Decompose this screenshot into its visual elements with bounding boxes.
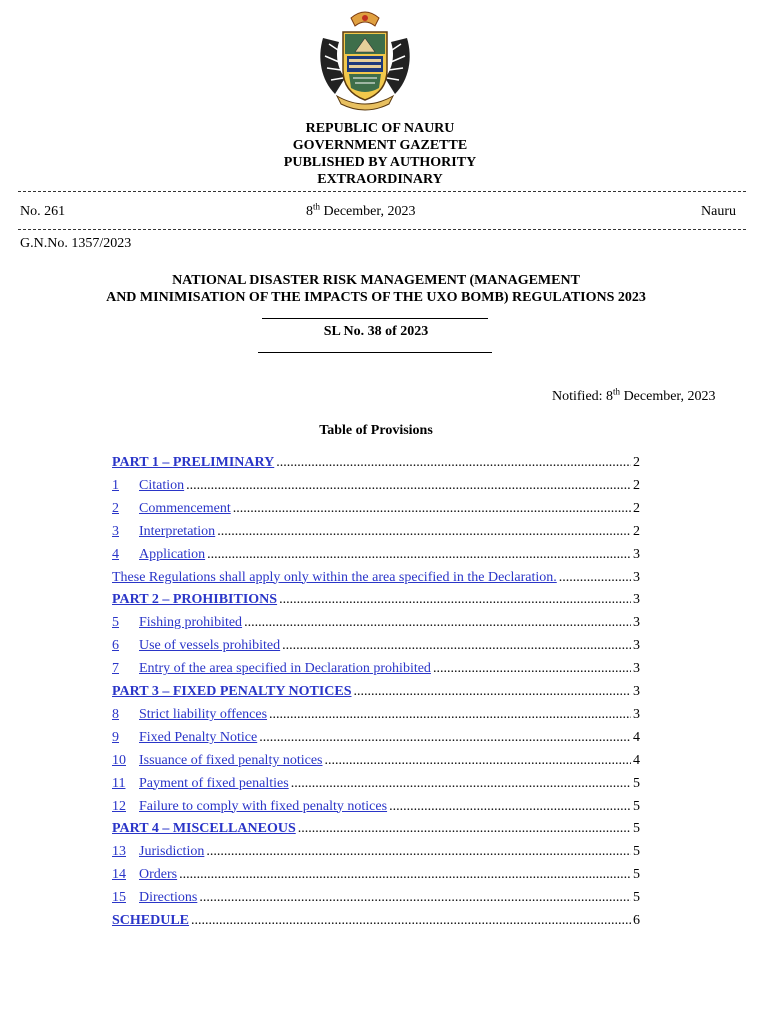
toc-entry[interactable]	[112, 707, 640, 727]
toc-part-link[interactable]: SCHEDULE	[112, 913, 190, 928]
toc-leader-dots	[186, 478, 631, 494]
toc-entry[interactable]	[112, 684, 640, 704]
toc-section-link[interactable]: Application	[139, 546, 206, 562]
toc-entry[interactable]	[112, 730, 640, 750]
toc-part-link[interactable]: PART 4 – MISCELLANEOUS	[112, 821, 296, 837]
extraordinary-heading: EXTRAORDINARY	[317, 172, 443, 187]
toc-section-link[interactable]: Strict liability offences	[139, 706, 268, 722]
toc-entry[interactable]	[112, 821, 640, 841]
toc-page-number: 4	[633, 729, 640, 745]
gazette-date: 8th December, 2023	[306, 201, 416, 219]
toc-section-link[interactable]: Jurisdiction	[139, 844, 205, 860]
toc-entry[interactable]	[112, 547, 640, 567]
toc-page-number: 2	[633, 477, 640, 493]
toc-page-number: 5	[633, 844, 640, 860]
toc-entry[interactable]	[112, 753, 640, 773]
toc-page-number: 5	[633, 775, 640, 791]
header-divider-top	[18, 191, 746, 192]
toc-page-number: 3	[633, 615, 640, 631]
toc-page-number: 3	[633, 592, 640, 608]
toc-page-number: 5	[633, 821, 640, 837]
toc-entry-number[interactable]: 1	[112, 477, 119, 493]
toc-leader-dots	[207, 547, 631, 563]
toc-leader-dots	[217, 524, 631, 540]
toc-entry[interactable]	[112, 638, 640, 658]
gazette-heading: GOVERNMENT GAZETTE	[292, 138, 468, 153]
toc-entry-number[interactable]: 12	[112, 798, 126, 814]
toc-entry-number[interactable]: 2	[112, 500, 119, 516]
toc-entry[interactable]	[112, 890, 640, 910]
toc-page-number: 6	[633, 913, 640, 928]
toc-part-link[interactable]: PART 3 – FIXED PENALTY NOTICES	[112, 684, 352, 699]
toc-leader-dots	[276, 455, 631, 471]
toc-entry-number[interactable]: 9	[112, 729, 119, 745]
toc-entry[interactable]	[112, 570, 640, 590]
toc-section-link[interactable]: Fishing prohibited	[139, 615, 243, 631]
toc-entry-number[interactable]: 13	[112, 844, 126, 860]
toc-leader-dots	[191, 913, 631, 929]
toc-entry[interactable]	[112, 455, 640, 475]
title-rule-bottom	[258, 352, 492, 353]
toc-section-link[interactable]: Fixed Penalty Notice	[139, 729, 258, 745]
toc-part-link[interactable]: PART 2 – PROHIBITIONS	[112, 592, 278, 608]
toc-page-number: 2	[633, 455, 640, 470]
gazette-number: No. 261	[20, 204, 66, 219]
toc-section-link[interactable]: Commencement	[139, 500, 231, 516]
toc-leader-dots	[199, 890, 631, 906]
toc-leader-dots	[179, 867, 631, 883]
toc-section-link[interactable]: These Regulations shall apply only within the area specified in the Declaration.	[112, 569, 557, 585]
regulation-title-line2: AND MINIMISATION OF THE IMPACTS OF THE UXO BOMB) REGULATIONS 2023	[106, 290, 646, 305]
toc-leader-dots	[354, 684, 632, 700]
toc-leader-dots	[233, 501, 631, 517]
toc-section-link[interactable]: Interpretation	[139, 523, 216, 539]
toc-page-number: 2	[633, 500, 640, 516]
gazette-place: Nauru	[701, 204, 736, 219]
toc-leader-dots	[206, 844, 631, 860]
toc-page-number: 5	[633, 890, 640, 906]
toc-entry-number[interactable]: 14	[112, 867, 126, 883]
toc-leader-dots	[325, 753, 632, 769]
toc-page-number: 3	[633, 638, 640, 654]
sl-number: SL No. 38 of 2023	[323, 324, 429, 339]
toc-entry-number[interactable]: 8	[112, 706, 119, 722]
coat-of-arms-emblem	[315, 8, 415, 112]
toc-page-number: 4	[633, 752, 640, 768]
toc-entry[interactable]	[112, 799, 640, 819]
toc-entry-number[interactable]: 7	[112, 661, 119, 677]
toc-entry-number[interactable]: 6	[112, 638, 119, 654]
toc-entry-number[interactable]: 10	[112, 752, 126, 768]
toc-entry[interactable]	[112, 478, 640, 498]
toc-entry[interactable]	[112, 501, 640, 521]
toc-entry-number[interactable]: 5	[112, 615, 119, 631]
toc-leader-dots	[389, 799, 631, 815]
toc-leader-dots	[279, 592, 631, 608]
toc-leader-dots	[269, 707, 631, 723]
toc-leader-dots	[244, 615, 631, 631]
toc-heading: Table of Provisions	[319, 423, 433, 438]
toc-page-number: 5	[633, 798, 640, 814]
toc-entry[interactable]	[112, 867, 640, 887]
toc-leader-dots	[259, 730, 631, 746]
toc-entry[interactable]	[112, 913, 640, 933]
toc-entry[interactable]	[112, 592, 640, 612]
toc-section-link[interactable]: Citation	[139, 477, 185, 493]
toc-entry[interactable]	[112, 661, 640, 681]
toc-page-number: 3	[633, 569, 640, 585]
toc-section-link[interactable]: Orders	[139, 867, 178, 883]
toc-leader-dots	[291, 776, 631, 792]
toc-page-number: 3	[633, 684, 640, 699]
toc-entry-number[interactable]: 11	[112, 775, 126, 791]
toc-entry[interactable]	[112, 524, 640, 544]
toc-section-link[interactable]: Failure to comply with fixed penalty notices	[139, 798, 388, 814]
toc-leader-dots	[433, 661, 631, 677]
toc-leader-dots	[298, 821, 631, 837]
toc-leader-dots	[282, 638, 631, 654]
header-divider-bottom	[18, 229, 746, 230]
toc-entry-number[interactable]: 15	[112, 890, 126, 906]
gn-number: G.N.No. 1357/2023	[20, 236, 132, 251]
toc-entry-number[interactable]: 4	[112, 546, 119, 562]
toc-entry[interactable]	[112, 844, 640, 864]
toc-page-number: 2	[633, 523, 640, 539]
toc-entry[interactable]	[112, 615, 640, 635]
toc-section-link[interactable]: Issuance of fixed penalty notices	[139, 752, 323, 768]
toc-page-number: 5	[633, 867, 640, 883]
toc-part-link[interactable]: PART 1 – PRELIMINARY	[112, 455, 275, 470]
title-rule-top	[262, 318, 488, 319]
toc-section-link[interactable]: Directions	[139, 890, 198, 906]
regulation-title-line1: NATIONAL DISASTER RISK MANAGEMENT (MANAGEMENT	[172, 273, 580, 288]
toc-section-link[interactable]: Entry of the area specified in Declaration prohibited	[139, 661, 431, 677]
toc-page-number: 3	[633, 706, 640, 722]
toc-entry[interactable]	[112, 776, 640, 796]
toc-section-link[interactable]: Payment of fixed penalties	[139, 775, 289, 791]
republic-heading: REPUBLIC OF NAURU	[305, 121, 455, 136]
notified-date: Notified: 8th December, 2023	[552, 386, 716, 404]
toc-leader-dots	[559, 570, 631, 586]
toc-page-number: 3	[633, 661, 640, 677]
authority-heading: PUBLISHED BY AUTHORITY	[283, 155, 477, 170]
toc-section-link[interactable]: Use of vessels prohibited	[139, 638, 281, 654]
toc-page-number: 3	[633, 546, 640, 562]
toc-entry-number[interactable]: 3	[112, 523, 119, 539]
